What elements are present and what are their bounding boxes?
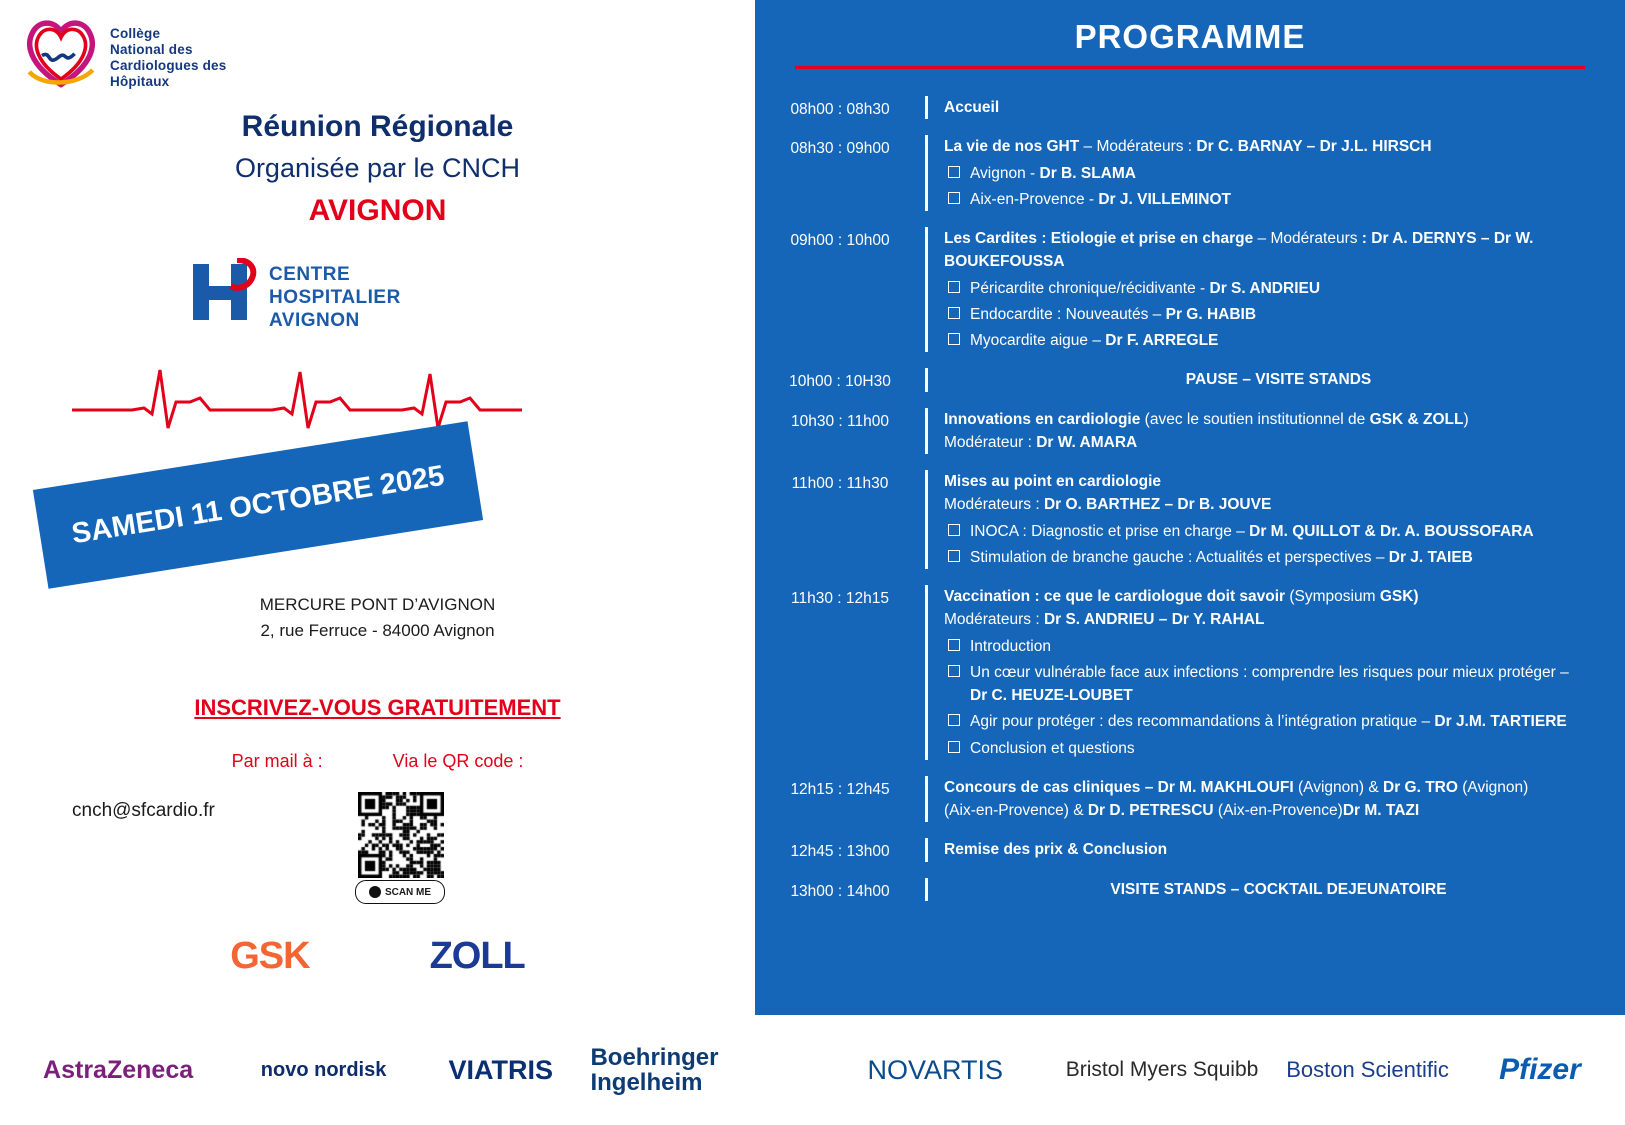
slot-separator [755, 217, 1625, 227]
scan-me-label: SCAN ME [384, 886, 432, 898]
slot-time: 12h15 : 12h45 [755, 776, 928, 823]
slot-time: 10h00 : 10H30 [755, 368, 928, 391]
slot-heading: Innovations en cardiologie (avec le soutien institutionnel de GSK & ZOLL) [944, 410, 1469, 428]
sponsor-row-primary [0, 935, 755, 978]
slot-separator [755, 868, 1625, 878]
left-panel [0, 0, 755, 1125]
cnch-logo-text [110, 26, 226, 90]
slot-heading: La vie de nos GHT – Modérateurs : Dr C. BARNAY – Dr J.L. HIRSCH [944, 138, 1432, 156]
program-slot [755, 585, 1625, 760]
venue-name: MERCURE PONT D’AVIGNON [259, 595, 496, 614]
sponsor-viatris: VIATRIS [448, 1054, 553, 1085]
slot-heading: VISITE STANDS – COCKTAIL DEJEUNATOIRE [1110, 880, 1447, 898]
date-banner-text: SAMEDI 11 OCTOBRE 2025 [69, 459, 447, 551]
slot-time: 13h00 : 14h00 [755, 878, 928, 901]
slot-bullet-list [944, 635, 1613, 760]
slot-line: Modérateur : Dr W. AMARA [944, 433, 1138, 451]
slot-bullet: Conclusion et questions [944, 737, 1613, 760]
program-slot [755, 878, 1625, 901]
slot-bullet: Myocardite aigue – Dr F. ARREGLE [944, 329, 1613, 352]
cnch-line-2: National des [110, 41, 193, 57]
slot-bullet: Endocardite : Nouveautés – Pr G. HABIB [944, 303, 1613, 326]
sponsor-strip [0, 1015, 1625, 1125]
hospital-line-1: CENTRE [269, 264, 351, 285]
slot-separator [755, 575, 1625, 585]
slot-bullet: Avignon - Dr B. SLAMA [944, 162, 1613, 185]
slot-time: 11h30 : 12h15 [755, 585, 928, 760]
date-banner [33, 421, 483, 589]
event-title: Réunion Régionale [241, 110, 514, 143]
event-title-block [0, 110, 755, 228]
slot-separator [755, 358, 1625, 368]
slot-bullet-subline: Dr C. HEUZE-LOUBET [970, 687, 1133, 704]
venue-address: 2, rue Ferruce - 84000 Avignon [260, 621, 495, 641]
slot-line: (Aix-en-Provence) & Dr D. PETRESCU (Aix-en-Provence)Dr M. TAZI [944, 802, 1420, 819]
slot-body [928, 838, 1625, 861]
slot-separator [755, 907, 1625, 917]
hospital-logo [185, 258, 575, 331]
registration-heading: INSCRIVEZ-VOUS GRATUITEMENT [194, 695, 561, 720]
hospital-line-2: HOSPITALIER [269, 286, 401, 308]
slot-bullet: Introduction [944, 635, 1613, 658]
hospital-logo-text [269, 264, 401, 332]
program-slot [755, 96, 1625, 119]
registration-email[interactable]: cnch@sfcardio.fr [72, 800, 215, 821]
registration-mail-label: Par mail à : [231, 751, 323, 771]
program-title: PROGRAMME [1074, 18, 1306, 55]
slot-bullet: Un cœur vulnérable face aux infections : comprendre les risques pour mieux protéger – Dr C. HEUZE-LOUBET [944, 661, 1613, 708]
slot-time: 09h00 : 10h00 [755, 227, 928, 352]
hospital-h-icon [185, 258, 259, 326]
sponsor-pfizer: Pfizer [1499, 1053, 1581, 1086]
slot-heading: Concours de cas cliniques – Dr M. MAKHLOUFI (Avignon) & Dr G. TRO (Avignon) [944, 778, 1529, 796]
program-slot-list [755, 96, 1625, 917]
slot-separator [755, 125, 1625, 135]
slot-heading: Remise des prix & Conclusion [944, 841, 1168, 859]
program-slot [755, 135, 1625, 211]
scan-icon [369, 886, 381, 898]
event-city: AVIGNON [308, 194, 447, 227]
program-slot [755, 776, 1625, 823]
slot-bullet: Stimulation de branche gauche : Actualités et perspectives – Dr J. TAIEB [944, 546, 1613, 569]
slot-body [928, 776, 1625, 823]
slot-body [928, 368, 1625, 391]
slot-heading: Vaccination : ce que le cardiologue doit savoir (Symposium GSK) [944, 588, 1419, 605]
slot-separator [755, 766, 1625, 776]
slot-body [928, 227, 1625, 352]
sponsor-novo-nordisk: novo nordisk [260, 1058, 387, 1081]
slot-heading: Mises au point en cardiologie [944, 473, 1162, 490]
slot-time: 08h30 : 09h00 [755, 135, 928, 211]
slot-time: 12h45 : 13h00 [755, 838, 928, 861]
slot-heading: Accueil [944, 99, 1000, 116]
sponsor-gsk: GSK [230, 935, 310, 977]
slot-body [928, 408, 1625, 455]
slot-body [928, 585, 1625, 760]
sponsor-astrazeneca: AstraZeneca [43, 1055, 194, 1084]
slot-heading: Les Cardites : Etiologie et prise en charge – Modérateurs : Dr A. DERNYS – Dr W. BOUKEFOUSSA [944, 230, 1534, 271]
slot-bullet: INOCA : Diagnostic et prise en charge – Dr M. QUILLOT & Dr. A. BOUSSOFARA [944, 520, 1613, 543]
cnch-logo [18, 8, 298, 108]
slot-body [928, 96, 1625, 119]
program-panel [755, 0, 1625, 1015]
slot-bullet: Agir pour protéger : des recommandations à l’intégration pratique – Dr J.M. TARTIERE [944, 710, 1613, 733]
slot-heading: PAUSE – VISITE STANDS [1185, 371, 1372, 389]
slot-separator [755, 828, 1625, 838]
slot-bullet-list [944, 162, 1613, 212]
slot-line: Modérateurs : Dr S. ANDRIEU – Dr Y. RAHAL [944, 611, 1265, 629]
venue-block [0, 592, 755, 645]
sponsor-zoll: ZOLL [429, 935, 525, 977]
slot-separator [755, 398, 1625, 408]
registration-qr-label: Via le QR code : [392, 751, 524, 771]
slot-body [928, 878, 1625, 901]
slot-bullet: Péricardite chronique/récidivante - Dr S. ANDRIEU [944, 277, 1613, 300]
program-slot [755, 227, 1625, 352]
cnch-line-4: Hôpitaux [110, 73, 170, 89]
sponsor-boehringer-ingelheim: Boehringer Ingelheim [590, 1043, 719, 1096]
heart-icon [20, 12, 102, 90]
slot-separator [755, 460, 1625, 470]
slot-time: 10h30 : 11h00 [755, 408, 928, 455]
slot-bullet: Aix-en-Provence - Dr J. VILLEMINOT [944, 188, 1613, 211]
qr-code[interactable] [352, 786, 459, 893]
hospital-line-3: AVIGNON [269, 309, 360, 331]
program-slot [755, 838, 1625, 861]
slot-body [928, 470, 1625, 569]
program-title-rule [795, 66, 1585, 69]
program-slot [755, 368, 1625, 391]
slot-line: Modérateurs : Dr O. BARTHEZ – Dr B. JOUVE [944, 496, 1272, 514]
slot-bullet-list [944, 520, 1613, 570]
sponsor-novartis: NOVARTIS [867, 1054, 1004, 1085]
sponsor-boston-scientific: Boston Scientific [1286, 1057, 1449, 1082]
slot-time: 11h00 : 11h30 [755, 470, 928, 569]
slot-time: 08h00 : 08h30 [755, 96, 928, 119]
program-slot [755, 470, 1625, 569]
program-slot [755, 408, 1625, 455]
event-subtitle: Organisée par le CNCH [234, 153, 521, 183]
cnch-line-3: Cardiologues des [110, 57, 227, 73]
sponsor-bristol-myers-squibb: Bristol Myers Squibb [1065, 1058, 1259, 1081]
slot-bullet-list [944, 277, 1613, 353]
slot-body [928, 135, 1625, 211]
cnch-line-1: Collège [110, 26, 161, 41]
scan-me-badge [355, 880, 445, 904]
